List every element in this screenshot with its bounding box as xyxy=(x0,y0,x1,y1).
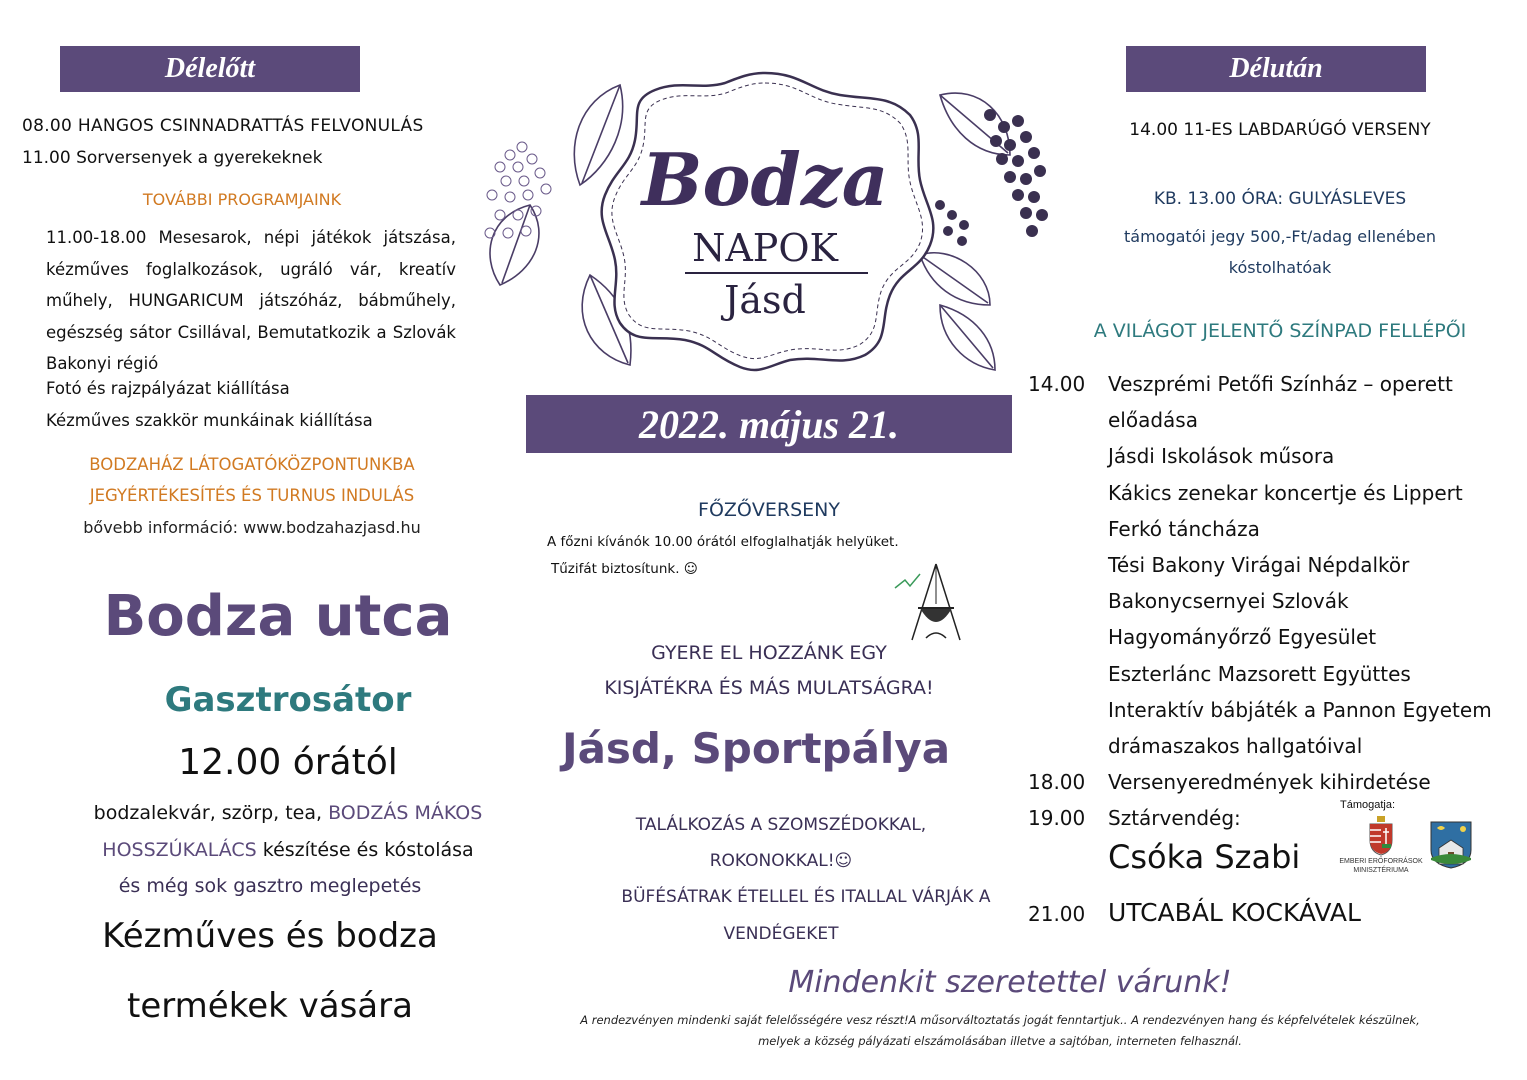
star-guest: Csóka Szabi xyxy=(1108,838,1301,876)
invite-line2: KISJÁTÉKRA ÉS MÁS MULATSÁGRA! xyxy=(604,677,934,699)
program-time: 18.00 xyxy=(1028,770,1086,795)
event-date: 2022. május 21. xyxy=(638,401,900,447)
hungarian-coat-of-arms-icon xyxy=(1366,816,1396,856)
afternoon-banner-label: Délután xyxy=(1229,53,1323,84)
buffet-line2: VENDÉGEKET xyxy=(723,924,839,944)
further-programs-text: 11.00-18.00 Mesesarok, népi játékok játszása, kézműves foglalkozások, ugráló vár, kreatív műhely, HUNGARICUM játszóház, bábműhely, egészség sátor Csillával, Bemutatkozik a Szlovák Bakonyi régió xyxy=(46,228,456,373)
final-program-row xyxy=(1028,898,1361,930)
final-text: UTCABÁL KOCKÁVAL xyxy=(1108,898,1361,927)
program-text: előadása xyxy=(1108,408,1198,433)
gastro-desc-plain: készítése és kóstolása xyxy=(256,839,474,861)
goulash-ticket-line1: támogatói jegy 500,-Ft/adag ellenében xyxy=(1124,227,1436,246)
program-time xyxy=(1028,619,1108,655)
program-time xyxy=(1028,475,1108,511)
program-text: Jásdi Iskolások műsora xyxy=(1108,444,1335,469)
program-row xyxy=(1028,511,1524,547)
afternoon-banner xyxy=(1126,46,1426,92)
football-item: 14.00 11-ES LABDARÚGÓ VERSENY xyxy=(1129,120,1431,140)
program-text: Interaktív bábjáték a Pannon Egyetem xyxy=(1108,697,1492,722)
program-row xyxy=(1028,438,1524,474)
program-row xyxy=(1028,728,1524,764)
program-text: Veszprémi Petőfi Színház – operett xyxy=(1108,372,1453,396)
more-info-link[interactable]: bővebb információ: www.bodzahazjasd.hu xyxy=(83,518,421,537)
stage-title: A VILÁGOT JELENTŐ SZÍNPAD FELLÉPŐI xyxy=(1093,320,1467,342)
bodza-street-title: Bodza utca xyxy=(103,584,453,649)
ministry-name-line2: MINISZTÉRIUMA xyxy=(1353,867,1409,874)
goulash-ticket-line2: kóstolhatóak xyxy=(1228,258,1332,277)
program-time xyxy=(1028,656,1108,692)
invite-line1: GYERE EL HOZZÁNK EGY xyxy=(651,642,887,664)
morning-item: 08.00 HANGOS CSINNADRATTÁS FELVONULÁS xyxy=(22,116,424,136)
program-time xyxy=(1028,402,1108,438)
program-text: Tési Bakony Virágai Népdalkör xyxy=(1108,553,1410,578)
welcome-message: Mindenkit szeretettel várunk! xyxy=(788,965,1232,1000)
program-time xyxy=(1028,583,1108,619)
jasd-coat-of-arms-icon xyxy=(1429,820,1473,870)
program-time xyxy=(1028,438,1108,474)
program-time: 19.00 xyxy=(1028,806,1086,831)
supported-by-label: Támogatja: xyxy=(1340,799,1396,811)
program-time xyxy=(1028,692,1108,728)
gastro-desc-line2 xyxy=(0,839,576,861)
cauldron-icon xyxy=(890,558,970,644)
cooking-contest-title: FŐZŐVERSENY xyxy=(698,499,840,521)
venue-title: Jásd, Sportpálya xyxy=(561,724,951,773)
program-text: Versenyeredmények kihirdetése xyxy=(1108,770,1431,795)
program-row xyxy=(1028,366,1524,402)
disclaimer-line2: melyek a község pályázati elszámolásában illetve a sajtóban, interneten felhasznál. xyxy=(758,1034,1242,1048)
meet-line2: ROKONOKKAL!☺ xyxy=(709,851,853,871)
date-banner xyxy=(526,395,1012,453)
cooking-contest-line2: Tűzifát biztosítunk. ☺ xyxy=(551,561,698,577)
program-text: drámaszakos hallgatóival xyxy=(1108,734,1363,759)
crafts-fair-line2: termékek vására xyxy=(127,986,413,1026)
goulash-soup: KB. 13.00 ÓRA: GULYÁSLEVES xyxy=(1153,189,1407,209)
meet-line1: TALÁLKOZÁS A SZOMSZÉDOKKAL, xyxy=(635,815,927,835)
crafts-fair-line1: Kézműves és bodza xyxy=(102,916,438,956)
elderflower-blossoms-left xyxy=(485,142,551,238)
program-row xyxy=(1028,547,1524,583)
gastro-desc-line3: és még sok gasztro meglepetés xyxy=(118,875,422,897)
gastro-desc-plain: bodzalekvár, szörp, tea, xyxy=(93,802,329,824)
logo-place: Jásd xyxy=(724,278,806,322)
morning-banner xyxy=(60,46,360,92)
visitor-center-line2: JEGYÉRTÉKESÍTÉS ÉS TURNUS INDULÁS xyxy=(89,486,415,505)
exhibit-crafts: Kézműves szakkör munkáinak kiállítása xyxy=(46,411,373,430)
cooking-contest-line1: A főzni kívánók 10.00 órától elfoglalhatják helyüket. xyxy=(547,534,899,550)
further-programs-title: TOVÁBBI PROGRAMJAINK xyxy=(142,190,342,209)
program-text: Ferkó táncháza xyxy=(1108,516,1260,541)
program-text: Kákics zenekar koncertje és Lippert xyxy=(1108,480,1463,505)
program-row xyxy=(1028,764,1524,800)
program-text: Bakonycsernyei Szlovák xyxy=(1108,589,1349,614)
morning-banner-label: Délelőtt xyxy=(164,53,256,84)
bodza-napok-logo xyxy=(470,55,1060,385)
program-text: Sztárvendég: xyxy=(1108,806,1241,831)
ministry-name-line1: EMBERI ERŐFORRÁSOK xyxy=(1339,858,1423,865)
program-time: 14.00 xyxy=(1028,372,1086,396)
gastro-desc-line1 xyxy=(0,802,576,824)
final-time: 21.00 xyxy=(1028,902,1086,926)
logo-napok: NAPOK xyxy=(692,226,838,270)
program-time xyxy=(1028,728,1108,764)
program-row xyxy=(1028,656,1524,692)
gastro-desc-highlight: HOSSZÚKALÁCS xyxy=(102,839,257,861)
exhibit-photo: Fotó és rajzpályázat kiállítása xyxy=(46,379,290,398)
program-row xyxy=(1028,475,1524,511)
visitor-center-line1: BODZAHÁZ LÁTOGATÓKÖZPONTUNKBA xyxy=(89,455,415,474)
program-text: Hagyományőrző Egyesület xyxy=(1108,625,1377,650)
program-row xyxy=(1028,619,1524,655)
program-time xyxy=(1028,511,1108,547)
disclaimer-line1: A rendezvényen mindenki saját felelősségére vesz részt!A műsorváltoztatás jogát fenntartjuk.. A rendezvényen hang és képfelvételek készülnek, xyxy=(580,1013,1420,1027)
program-row xyxy=(1028,583,1524,619)
gastro-time: 12.00 órától xyxy=(178,742,398,783)
morning-item: 11.00 Sorversenyek a gyerekeknek xyxy=(22,148,323,168)
logo-title: Bodza xyxy=(641,137,889,222)
gastro-tent-title: Gasztrosátor xyxy=(164,680,412,720)
program-time xyxy=(1028,547,1108,583)
program-row xyxy=(1028,692,1524,728)
stage-program xyxy=(1028,366,1524,837)
gastro-desc-highlight: BODZÁS MÁKOS xyxy=(328,802,483,824)
program-row xyxy=(1028,402,1524,438)
program-text: Eszterlánc Mazsorett Együttes xyxy=(1108,661,1411,686)
buffet-line1: BÜFÉSÁTRAK ÉTELLEL ÉS ITALLAL VÁRJÁK A xyxy=(621,887,991,907)
